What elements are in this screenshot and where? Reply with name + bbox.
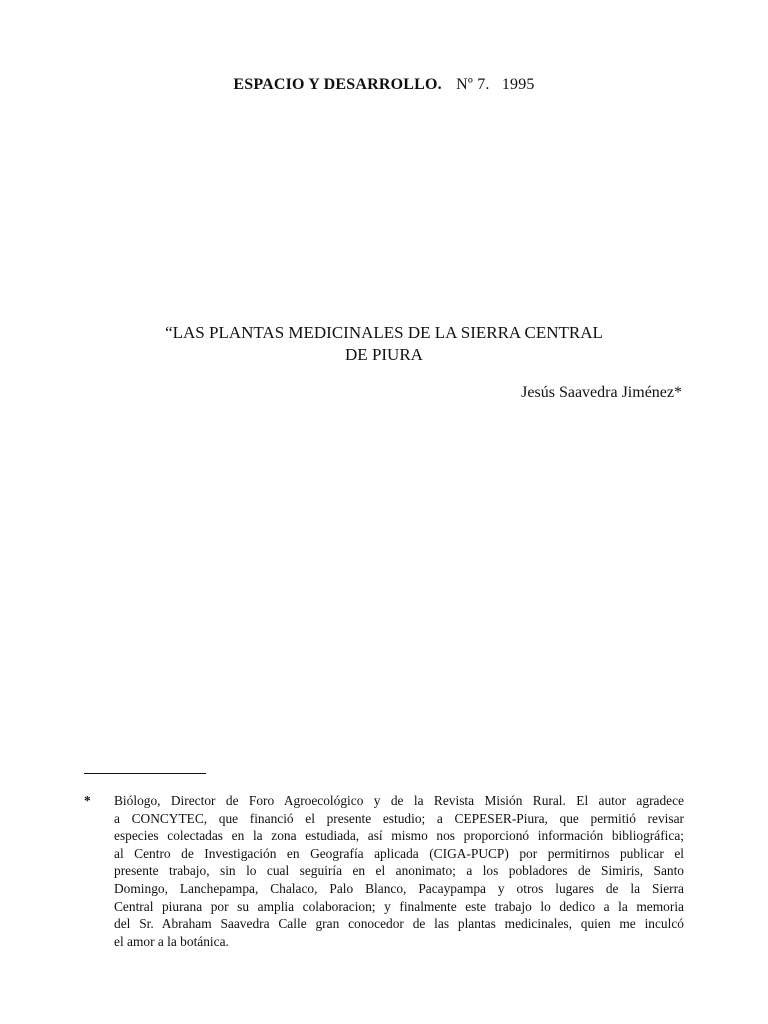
footnote-line: del Sr. Abraham Saavedra Calle gran conocedor de las plantas medicinales, quien me inculcó (114, 916, 684, 932)
issue-number: Nº 7. (456, 76, 490, 93)
footnote (84, 792, 684, 950)
issue-year: 1995 (501, 76, 535, 93)
footnote-line: especies colectadas en la zona estudiada, así mismo nos proporcionó información bibliográfica; (114, 828, 684, 844)
footnote-line: a CONCYTEC, que financió el presente estudio; a CEPESER-Piura, que permitió revisar (114, 810, 684, 826)
journal-header (0, 76, 768, 94)
journal-name: ESPACIO Y DESARROLLO. (233, 76, 442, 93)
article-title-line-1: “LAS PLANTAS MEDICINALES DE LA SIERRA CENTRAL (165, 323, 603, 342)
footnote-text (114, 792, 684, 950)
footnote-line: al Centro de Investigación en Geografía aplicada (CIGA-PUCP) por permitirnos publicar el (114, 845, 684, 861)
footnote-line: Central piurana por su amplia colaboracion; y finalmente este trabajo lo dedico a la memoria (114, 898, 684, 914)
footnote-line: Biólogo, Director de Foro Agroecológico y de la Revista Misión Rural. El autor agradece (114, 793, 684, 808)
article-title-line-2: DE PIURA (345, 345, 423, 364)
footnote-separator (84, 773, 206, 774)
footnote-line: Domingo, Lanchepampa, Chalaco, Palo Blanco, Pacaypampa y otros lugares de la Sierra (114, 880, 684, 896)
article-author: Jesús Saavedra Jiménez* (521, 384, 682, 401)
footnote-line: el amor a la botánica. (114, 933, 229, 949)
footnote-marker: * (84, 793, 91, 808)
footnote-line: presente trabajo, sin lo cual seguiría en el anonimato; a los pobladores de Simiris, Santo (114, 863, 684, 879)
article-title (0, 322, 768, 366)
